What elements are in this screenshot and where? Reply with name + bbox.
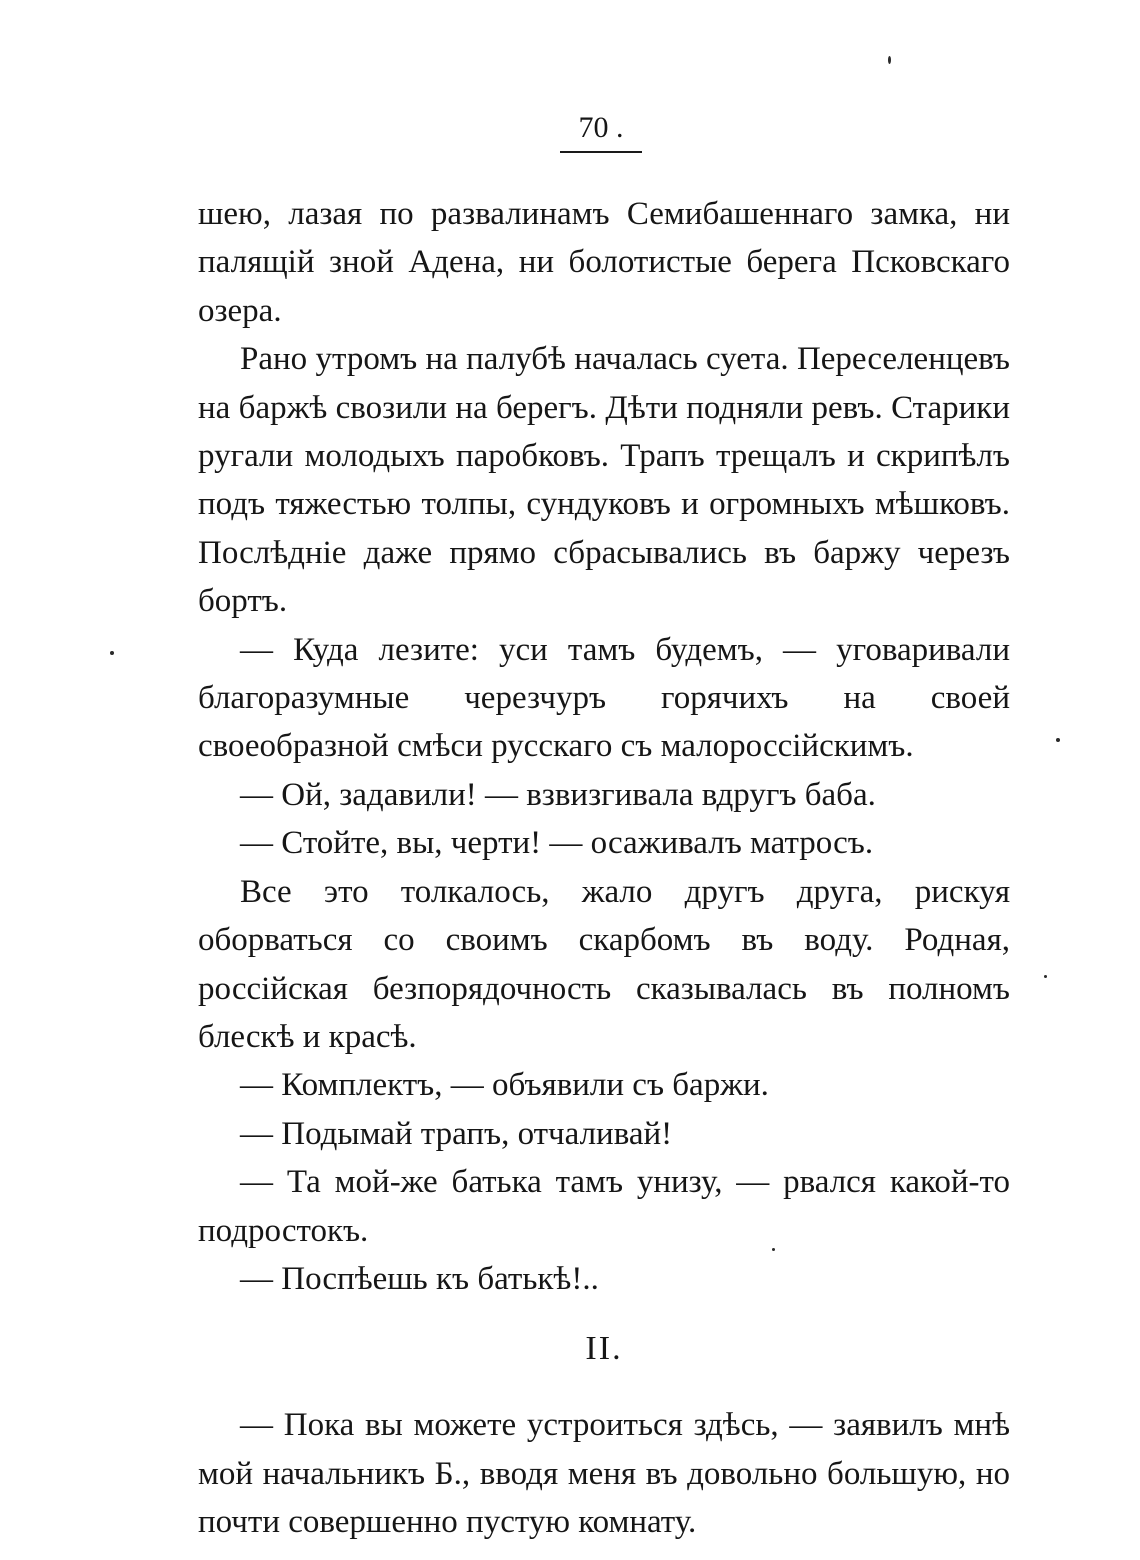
dialogue-line: — Та мой-же батька тамъ унизу, — рвался какой-то подростокъ. <box>198 1164 1010 1249</box>
dialogue-line: — Поспѣешь къ батькѣ!.. <box>240 1260 599 1297</box>
paragraph-continued: шею, лазая по развалинамъ Семибашеннаго замка, ни палящій зной Адена, ни болотистые берега Псковскаго озера. <box>198 196 1010 329</box>
page-number: 70 . <box>578 111 624 144</box>
scan-speck <box>888 56 891 64</box>
scan-speck <box>772 1248 775 1251</box>
scan-speck <box>1056 738 1060 742</box>
section-heading: II. <box>585 1330 623 1368</box>
dialogue-line: — Комплектъ, — объявили съ баржи. <box>240 1067 769 1104</box>
scan-speck <box>1044 975 1047 978</box>
paragraph-commotion: Все это толкалось, жало другъ друга, рискуя оборваться со своимъ скарбомъ въ воду. Родная, россійская безпорядочность сказывалась въ полномъ блескѣ и красѣ. <box>198 873 1010 1055</box>
page-number-rule <box>560 151 642 153</box>
paragraph-morning-bustle: Рано утромъ на палубѣ началась суета. Переселенцевъ на баржѣ свозили на берегъ. Дѣти подняли ревъ. Старики ругали молодыхъ паробковъ. Трапъ трещалъ и скрипѣлъ подъ тяжестью толпы, сундуковъ и огромныхъ мѣшковъ. Послѣдніе даже прямо сбрасывались въ баржу черезъ бортъ. <box>198 341 1010 620</box>
dialogue-line: — Ой, задавили! — взвизгивала вдругъ баба. <box>240 776 876 813</box>
dialogue-line: — Куда лезите: уси тамъ будемъ, — уговаривали благоразумные черезчуръ горячихъ на своей своеобразной смѣси русскаго съ малороссійскимъ. <box>198 631 1010 765</box>
body-text <box>198 190 1010 1547</box>
dialogue-line: — Стойте, вы, черти! — осаживалъ матросъ. <box>240 825 874 862</box>
dialogue-line: — Подымай трапъ, отчаливай! <box>240 1115 673 1152</box>
paragraph-section-two: — Пока вы можете устроиться здѣсь, — заявилъ мнѣ мой начальникъ Б., вводя меня въ довольно большую, но почти совершенно пустую комнату. <box>198 1407 1010 1541</box>
scan-speck <box>110 651 114 655</box>
